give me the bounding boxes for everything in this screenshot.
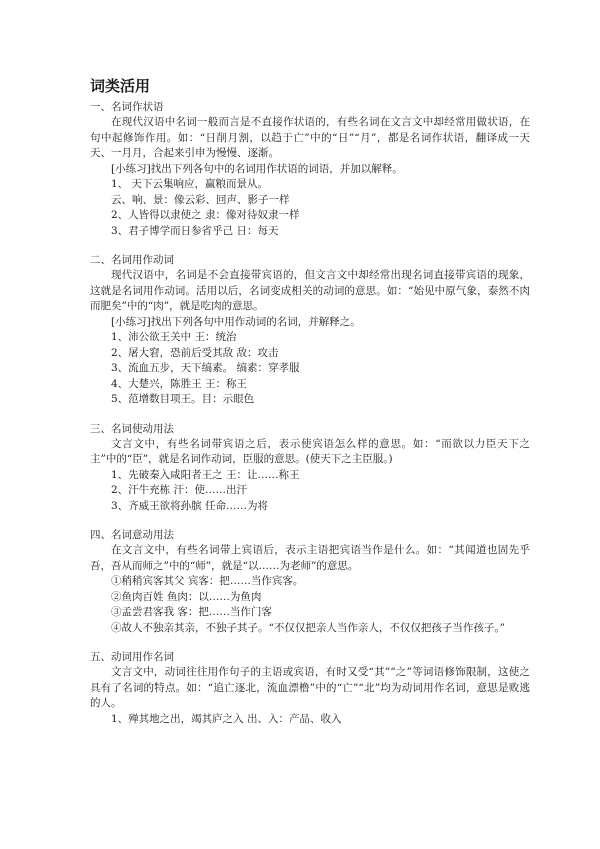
section-noun-as-verb (90, 253, 530, 408)
section-paragraph: 文言文中，动词往往用作句子的主语或宾语，有时又受“其”“之”等词语修饰限制，这使之具有了名词的特点。如：“追亡逐北，流血漂橹”中的“亡”“北”均为动词用作名词，意思是败逃的人。 (90, 666, 530, 709)
list-item: 1、沛公欲王关中 王：统治 (111, 331, 237, 343)
section-heading: 五、动词用作名词 (90, 651, 174, 663)
section-heading: 三、名词使动用法 (90, 422, 174, 435)
list-item: 2、汗牛充栋 汗：使……出汗 (111, 484, 248, 496)
section-noun-causative (90, 422, 530, 515)
list-item: ②鱼肉百姓 鱼肉：以……为鱼肉 (111, 590, 262, 603)
section-paragraph: 在现代汉语中名词一般而言是不直接作状语的，有些名词在文言文中却经常用做状语，在句中起修饰作用。如：“日削月割，以趋于亡”中的“日”“月”，都是名词作状语，翻译成一天天、一月月，合起来引申为慢慢、逐渐。 (90, 116, 530, 159)
list-item: 1、 天下云集响应，赢粮而景从。 (111, 178, 269, 190)
list-item: 3、流血五步，天下缟素。 缟素：穿孝服 (111, 362, 300, 374)
list-item: ①稍稍宾客其父 宾客：把……当作宾客。 (111, 575, 304, 587)
list-item: ④故人不独亲其亲，不独子其子。“不仅仅把亲人当作亲人，不仅仅把孩子当作孩子。” (111, 621, 505, 634)
list-item: 2、屠大窘，恐前后受其敌 敌：攻击 (111, 346, 279, 359)
list-item: 1、殚其地之出，竭其庐之入 出、入：产品、收入 (111, 712, 342, 725)
exercise-prompt: [小练习]找出下列各句中用作动词的名词，并解释之。 (111, 315, 361, 328)
list-item: 1、先破秦入咸阳者王之 王：让……称王 (111, 468, 300, 481)
list-item: 2、人皆得以隶使之 隶：像对待奴隶一样 (111, 209, 300, 221)
list-item: 3、君子博学而日参省乎己 日：每天 (111, 224, 279, 237)
list-item: ③孟尝君客我 客：把……当作门客 (111, 606, 272, 618)
section-paragraph: 现代汉语中，名词是不会直接带宾语的，但文言文中却经常出现名词直接带宾语的现象，这就是名词用作动词。活用以后，名词变成相关的动词的意思。如：“始见中原气象，泰然不肉而肥矣”中的“肉”，就是吃肉的意思。 (90, 269, 530, 312)
section-heading: 四、名词意动用法 (90, 529, 174, 541)
exercise-prompt: [小练习]找出下列各句中的名词用作状语的词语，并加以解释。 (111, 162, 403, 175)
list-item: 云、响、景：像云彩、回声、影子一样 (111, 193, 290, 206)
section-paragraph: 在文言文中，有些名词带上宾语后，表示主语把宾语当作是什么。如：“其闻道也固先乎吾，吾从而师之”中的“师”，就是“以……为老师”的意思。 (90, 544, 530, 572)
section-verb-as-noun (90, 650, 530, 727)
list-item: 5、范增数目项王。目：示眼色 (111, 393, 255, 405)
page-title: 词类活用 (90, 77, 151, 95)
section-noun-putative (90, 528, 530, 636)
list-item: 4、大楚兴，陈胜王 王：称王 (111, 377, 248, 390)
section-heading: 一、名词作状语 (90, 101, 164, 113)
section-noun-as-adverbial (90, 100, 530, 239)
list-item: 3、齐威王欲将孙膑 任命……为将 (111, 499, 269, 512)
section-heading: 二、名词用作动词 (90, 254, 174, 266)
section-paragraph: 文言文中，有些名词带宾语之后，表示使宾语怎么样的意思。如：“而欲以力臣天下之主”中的“臣”，就是名词作动词，臣服的意思。(使天下之主臣服。) (90, 437, 530, 465)
